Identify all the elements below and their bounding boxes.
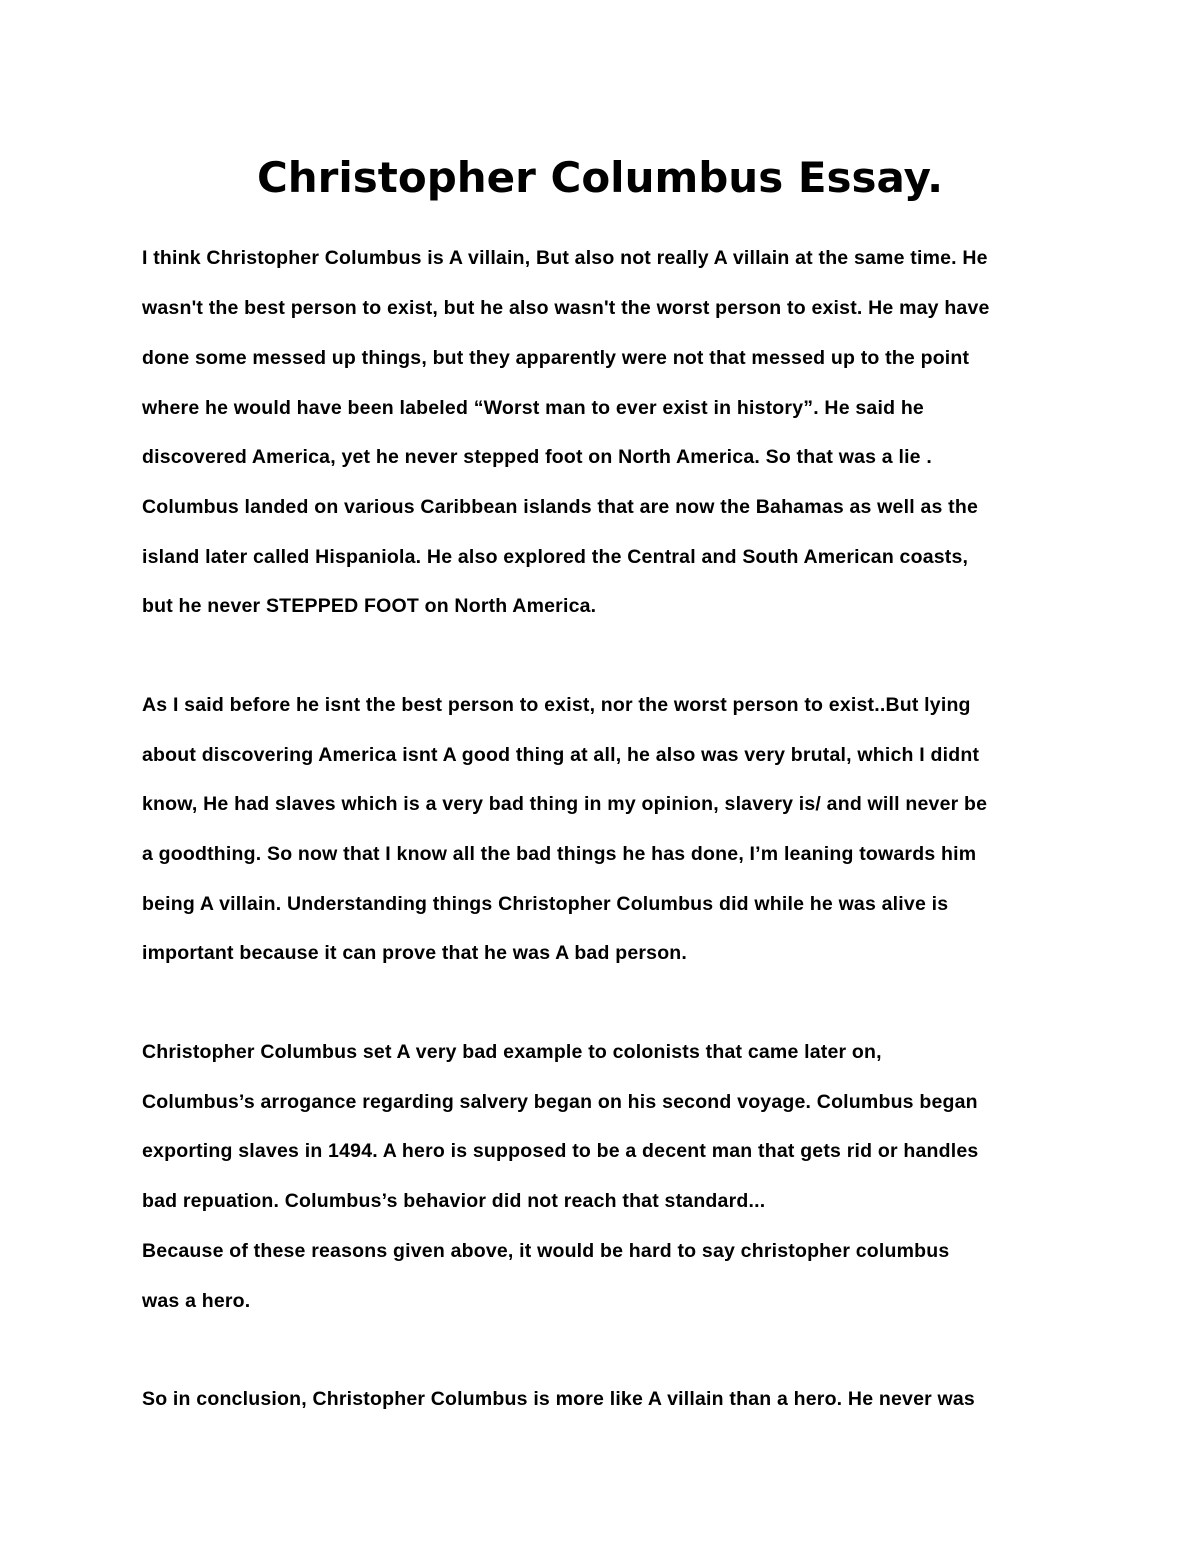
essay-title: Christopher Columbus Essay.	[256, 153, 944, 202]
paragraph-3-line-3: exporting slaves in 1494. A hero is supposed to be a decent man that gets rid or handles	[142, 1140, 979, 1162]
paragraph-2-line-3: know, He had slaves which is a very bad thing in my opinion, slavery is/ and will never be	[142, 793, 988, 815]
paragraph-1-line-6: Columbus landed on various Caribbean islands that are now the Bahamas as well as the	[142, 496, 979, 518]
paragraph-3-line-1: Christopher Columbus set A very bad example to colonists that came later on,	[142, 1041, 882, 1063]
paragraph-4-line-1: So in conclusion, Christopher Columbus is more like A villain than a hero. He never was	[142, 1388, 975, 1410]
paragraph-3-line-2: Columbus’s arrogance regarding salvery began on his second voyage. Columbus began	[142, 1091, 978, 1113]
paragraph-2-line-4: a goodthing. So now that I know all the bad things he has done, I’m leaning towards him	[142, 843, 977, 865]
paragraph-3-line-5: Because of these reasons given above, it would be hard to say christopher columbus	[142, 1240, 950, 1262]
paragraph-1-line-8: but he never STEPPED FOOT on North America.	[142, 595, 597, 617]
paragraph-1-line-1: I think Christopher Columbus is A villain, But also not really A villain at the same time. He	[142, 247, 988, 269]
paragraph-1-line-3: done some messed up things, but they apparently were not that messed up to the point	[142, 347, 970, 369]
paragraph-2-line-2: about discovering America isnt A good thing at all, he also was very brutal, which I didnt	[142, 744, 980, 766]
paragraph-1-line-5: discovered America, yet he never stepped foot on North America. So that was a lie .	[142, 446, 932, 468]
paragraph-2-line-5: being A villain. Understanding things Christopher Columbus did while he was alive is	[142, 893, 949, 915]
paragraph-3-line-6: was a hero.	[142, 1290, 251, 1312]
paragraph-1-line-2: wasn't the best person to exist, but he also wasn't the worst person to exist. He may have	[142, 297, 990, 319]
paragraph-2-line-1: As I said before he isnt the best person to exist, nor the worst person to exist..But lying	[142, 694, 971, 716]
paragraph-2-line-6: important because it can prove that he was A bad person.	[142, 942, 688, 964]
paragraph-3-line-4: bad repuation. Columbus’s behavior did not reach that standard...	[142, 1190, 766, 1212]
paragraph-1-line-4: where he would have been labeled “Worst man to ever exist in history”. He said he	[142, 397, 924, 419]
paragraph-1-line-7: island later called Hispaniola. He also explored the Central and South American coasts,	[142, 546, 969, 568]
